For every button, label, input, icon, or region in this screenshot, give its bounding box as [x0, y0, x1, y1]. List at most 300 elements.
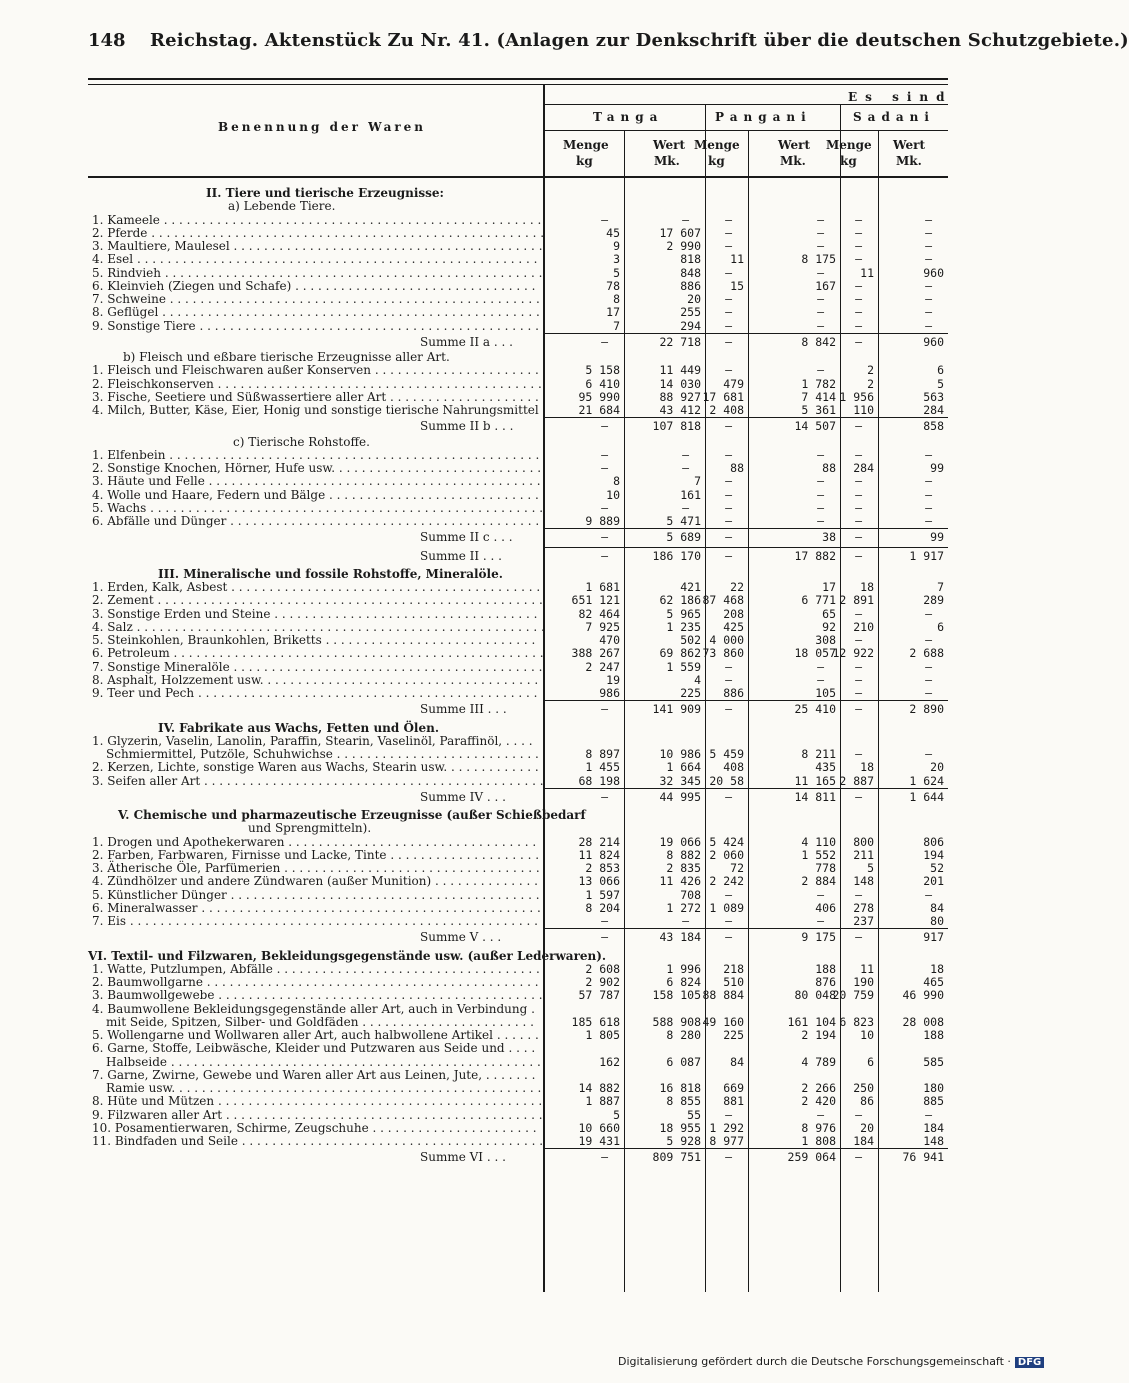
sum-rule	[545, 528, 948, 529]
cell-tanga-val: 158 105	[652, 988, 701, 1003]
cell-tanga-qty: —	[601, 212, 608, 227]
cell-tanga-val: 502	[680, 633, 701, 647]
item-label: 5. Künstlicher Dünger . . . . . . . . . . . . . . . . . . . . . . . . . . . . . . . . . . . . . . . . .	[92, 887, 540, 902]
cell-sadani-qty: 18	[860, 760, 874, 775]
cell-tanga-qty: 1 805	[585, 1028, 620, 1042]
leader-dots: . . . . . . . . . . . . . . . . . . . . . . . . . . . . . . . . . . . . . . . .	[237, 1134, 544, 1148]
leader-dots: . . . . . . . . . . . . . . . . . . . . . . . . . . .	[335, 461, 542, 475]
sub-header-val-unit-1: Mk.	[780, 154, 806, 168]
cell-pangani-val: 778	[815, 861, 836, 875]
item-label: 8. Hüte und Mützen . . . . . . . . . . . . . . . . . . . . . . . . . . . . . . . . . . . . . . . . . . .	[92, 1094, 543, 1109]
cell-pangani-val: —	[817, 474, 824, 489]
cell-tanga-qty: 388 267	[571, 646, 620, 661]
sum-rule	[545, 788, 948, 789]
cell-sadani-qty: —	[855, 1150, 862, 1165]
subsection-heading: b) Fleisch und eßbare tierische Erzeugnisse aller Art.	[123, 350, 450, 364]
cell-pangani-qty: 88 884	[702, 988, 744, 1003]
page-number: 148	[88, 30, 126, 51]
cell-sadani-val: —	[925, 747, 932, 761]
cell-tanga-val: —	[682, 212, 689, 227]
cell-sadani-qty: —	[855, 500, 862, 515]
cell-pangani-val: —	[817, 318, 824, 333]
cell-sadani-val: 18	[930, 961, 944, 976]
running-title: Reichstag. Aktenstück Zu Nr. 41. (Anlagen zur Denkschrift über die deutschen Schutzgebiete.)	[150, 30, 1129, 51]
sum-rule	[545, 333, 948, 334]
cell-pangani-qty: —	[725, 659, 732, 674]
cell-tanga-val: 62 186	[659, 593, 701, 608]
cell-pangani-val: 8 211	[801, 747, 836, 761]
leader-dots: . . . . . . . . . . . . . . . . . . . . . .	[371, 363, 539, 378]
item-label: Ramie usw. . . . . . . . . . . . . . . . . . . . . . . . . . . . . . . . . . . . . . . . . . . . . . . . .	[106, 1081, 542, 1095]
cell-pangani-val: 5 361	[801, 403, 836, 417]
cell-sadani-val: —	[925, 305, 932, 320]
cell-pangani-qty: 2 408	[709, 403, 744, 417]
cell-pangani-qty: 886	[723, 686, 744, 700]
cell-pangani-val: 14 507	[794, 419, 836, 434]
cell-sadani-qty: —	[855, 447, 862, 462]
cell-sadani-val: —	[925, 672, 932, 687]
cell-tanga-qty: —	[601, 548, 608, 563]
cell-sadani-val: 917	[923, 930, 944, 945]
cell-pangani-val: —	[817, 672, 824, 687]
cell-tanga-qty: 1 887	[585, 1094, 620, 1109]
item-label: 3. Baumwollgewebe . . . . . . . . . . . . . . . . . . . . . . . . . . . . . . . . . . . . . . . . . . .	[92, 988, 543, 1003]
cell-pangani-val: 435	[815, 760, 836, 775]
cell-sadani-qty: 2	[867, 376, 874, 391]
cell-sadani-qty: 800	[853, 834, 874, 849]
section-heading: V. Chemische und pharmazeutische Erzeugnisse (außer Schießbedarf	[118, 808, 586, 822]
leader-dots: . . . . . . . . . . . . . . . . . . . . . . . . . . . . . . . . . . . . . . . . . . . .	[204, 474, 541, 489]
cell-sadani-val: 76 941	[902, 1150, 944, 1165]
cell-tanga-qty: 82 464	[578, 606, 620, 621]
cell-pangani-qty: —	[725, 930, 732, 945]
sub-header-qty-1: Menge	[694, 138, 740, 152]
leader-dots: . . .	[483, 1150, 506, 1165]
cell-sadani-qty: 5	[867, 861, 874, 875]
item-label: 1. Watte, Putzlumpen, Abfälle . . . . . . . . . . . . . . . . . . . . . . . . . . . . . . . . . . .	[92, 961, 540, 976]
cell-sadani-qty: —	[855, 487, 862, 502]
sub-header-qty-0: Menge	[563, 138, 609, 152]
cell-sadani-val: —	[925, 278, 932, 293]
cell-tanga-qty: —	[601, 461, 608, 475]
cell-tanga-qty: 68 198	[578, 773, 620, 788]
leader-dots: . . . . . . . . . . . . . . . . . . . . . . . . . . . . . . . . . . . . . . . . .	[226, 887, 540, 902]
cell-sadani-val: 1 917	[909, 548, 944, 563]
cell-tanga-val: 186 170	[652, 548, 701, 563]
table-divider-main	[543, 84, 545, 1292]
cell-tanga-val: 20	[687, 292, 701, 306]
cell-sadani-val: —	[925, 212, 932, 227]
sum-label: Summe II b . . .	[420, 419, 514, 434]
cell-sadani-val: 7	[937, 580, 944, 594]
cell-pangani-val: 7 414	[801, 389, 836, 404]
cell-tanga-val: 5 965	[666, 606, 701, 621]
leader-dots: . . . . . . . . . . . . . .	[431, 874, 538, 889]
item-label: 1. Drogen und Apothekerwaren . . . . . . . . . . . . . . . . . . . . . . . . . . . . . . . . .	[92, 834, 537, 849]
leader-dots: . . . . . . . . . . . . . . . . . . . . . . . . . . . . . . . . . . . . . . . . . . . . . . . . .	[169, 646, 544, 661]
cell-tanga-qty: 986	[599, 686, 620, 700]
cell-sadani-val: —	[925, 487, 932, 502]
cell-sadani-qty: 148	[853, 874, 874, 889]
sub-header-val-2: Wert	[893, 138, 925, 152]
col-divider-4	[878, 178, 879, 1292]
cell-sadani-qty: 2	[867, 363, 874, 378]
cell-tanga-val: —	[682, 461, 689, 475]
leader-dots: . . .	[490, 419, 514, 434]
cell-pangani-qty: 84	[730, 1054, 744, 1069]
sub-header-qty-unit-2: kg	[840, 154, 857, 168]
cell-pangani-qty: 88	[730, 461, 744, 475]
item-label: 4. Salz . . . . . . . . . . . . . . . . . . . . . . . . . . . . . . . . . . . . . . . . . . . . . . . . . . . . . .	[92, 619, 545, 634]
cell-sadani-val: 284	[923, 403, 944, 417]
cell-pangani-val: 406	[815, 900, 836, 915]
cell-pangani-val: —	[817, 265, 824, 280]
item-label: 4. Zündhölzer und andere Zündwaren (außer Munition) . . . . . . . . . . . . . .	[92, 874, 538, 889]
footer-credit-text: Digitalisierung gefördert durch die Deutsche Forschungsgemeinschaft ·	[618, 1355, 1011, 1368]
item-label: 1. Kameele . . . . . . . . . . . . . . . . . . . . . . . . . . . . . . . . . . . . . . . . . . . . . . . . . .	[92, 212, 542, 227]
cell-sadani-val: 46 990	[902, 988, 944, 1003]
item-label: 2. Pferde . . . . . . . . . . . . . . . . . . . . . . . . . . . . . . . . . . . . . . . . . . . . . . . . . . . .	[92, 225, 545, 240]
cell-tanga-val: 5 689	[666, 530, 701, 545]
leader-dots: . . . . . . . . . . . . . . . . . . . . . . . . . . . . . . . . . . . . . . . . . . . . .	[200, 773, 544, 788]
item-label: 6. Kleinvieh (Ziegen und Schafe) . . . . . . . . . . . . . . . . . . . . . . . . . . . . . . . .	[92, 278, 536, 293]
leader-dots: . . . . . . . . . . . . . . . . . . . . . . . . . . . . . . . . . . . . . . . . . . . . . . . .	[175, 1081, 542, 1095]
cell-tanga-qty: 45	[606, 225, 620, 240]
cell-sadani-val: 201	[923, 874, 944, 889]
cell-pangani-val: 2 194	[801, 1028, 836, 1042]
cell-tanga-qty: 10	[606, 487, 620, 502]
cell-tanga-val: 1 664	[666, 760, 701, 775]
leader-dots: . . . . . . . . . . . . . . . . . . . . . . . . . . . . . . . . . . . . . . . . . . . . . . . . . . . . . .	[132, 619, 545, 634]
cell-pangani-qty: —	[725, 702, 732, 717]
cell-tanga-val: 886	[680, 278, 701, 293]
cell-tanga-qty: 162	[599, 1054, 620, 1069]
leader-dots: . . . . . . . . . . . . . . . . . . . . . . . . . . . . . . . . . . . . . . . . .	[229, 239, 543, 253]
cell-pangani-val: 2 266	[801, 1081, 836, 1095]
cell-tanga-val: 421	[680, 580, 701, 594]
cell-sadani-qty: 20	[860, 1120, 874, 1135]
cell-pangani-val: —	[817, 225, 824, 240]
cell-sadani-qty: —	[855, 334, 862, 349]
cell-pangani-val: 8 976	[801, 1120, 836, 1135]
cell-tanga-val: 1 996	[666, 961, 701, 976]
cell-tanga-qty: 11 824	[578, 847, 620, 862]
cell-sadani-val: 80	[930, 914, 944, 928]
sub-header-val-1: Wert	[778, 138, 810, 152]
cell-tanga-qty: 9	[613, 239, 620, 253]
cell-sadani-qty: 6 823	[839, 1014, 874, 1029]
item-label: 2. Farben, Farbwaren, Firnisse und Lacke, Tinte . . . . . . . . . . . . . . . . . . . .	[92, 847, 540, 862]
cell-sadani-qty: 11	[860, 265, 874, 280]
cell-sadani-qty: —	[855, 318, 862, 333]
cell-pangani-qty: —	[725, 548, 732, 563]
cell-sadani-qty: 190	[853, 975, 874, 989]
cell-pangani-qty: 49 160	[702, 1014, 744, 1029]
cell-sadani-qty: 2 891	[839, 593, 874, 608]
cell-pangani-qty: —	[725, 447, 732, 462]
cell-pangani-val: 18 057	[794, 646, 836, 661]
sub-header-val-unit-0: Mk.	[654, 154, 680, 168]
cell-pangani-val: —	[817, 914, 824, 928]
cell-tanga-qty: 2 247	[585, 659, 620, 674]
column-header-goods: Benennung der Waren	[218, 120, 427, 134]
leader-dots: . . . . . . . . . . . . . . . . . . . . . . . . . . . . . . . . . . . . . . . . . . . . . . . . . . .	[153, 593, 543, 608]
cell-sadani-qty: —	[855, 789, 862, 804]
cell-tanga-val: 8 280	[666, 1028, 701, 1042]
cell-pangani-qty: 669	[723, 1081, 744, 1095]
cell-tanga-qty: 8 204	[585, 900, 620, 915]
cell-sadani-qty: —	[855, 212, 862, 227]
cell-tanga-qty: 185 618	[571, 1014, 620, 1029]
cell-sadani-val: 6	[937, 619, 944, 634]
cell-pangani-val: —	[817, 292, 824, 306]
cell-tanga-val: 818	[680, 252, 701, 267]
cell-sadani-qty: 12 922	[832, 646, 874, 661]
cell-tanga-qty: 28 214	[578, 834, 620, 849]
cell-pangani-val: 2 884	[801, 874, 836, 889]
cell-pangani-val: 25 410	[794, 702, 836, 717]
sum-rule	[545, 928, 948, 929]
cell-sadani-qty: 11	[860, 961, 874, 976]
cell-tanga-val: 14 030	[659, 376, 701, 391]
sum-rule	[545, 1148, 948, 1149]
leader-dots: . . . . . . . . . . . . . . . . . . . . . . . . . . . . . . . . . . . . . . . . . . . . .	[195, 318, 539, 333]
sub-header-val-unit-2: Mk.	[896, 154, 922, 168]
cell-sadani-val: 28 008	[902, 1014, 944, 1029]
cell-tanga-qty: —	[601, 702, 608, 717]
cell-pangani-val: —	[817, 514, 824, 528]
cell-pangani-val: —	[817, 487, 824, 502]
sum-label: Summe V . . .	[420, 930, 502, 945]
cell-tanga-val: 107 818	[652, 419, 701, 434]
cell-sadani-qty: —	[855, 1107, 862, 1122]
cell-tanga-qty: 78	[606, 278, 620, 293]
leader-dots: . . . . . . . . . . . . . . . . . . . . . . . . . . . . . . . . . . . . . . . . . . . . . . . . . . . .	[146, 500, 544, 515]
column-header-es-sind: Es sind	[848, 90, 953, 104]
item-label: 9. Sonstige Tiere . . . . . . . . . . . . . . . . . . . . . . . . . . . . . . . . . . . . . . . . . . . . .	[92, 318, 539, 333]
cell-tanga-qty: —	[601, 930, 608, 945]
item-label: 2. Zement . . . . . . . . . . . . . . . . . . . . . . . . . . . . . . . . . . . . . . . . . . . . . . . . . . .	[92, 593, 543, 608]
leader-dots: . . .	[483, 789, 506, 804]
cell-sadani-val: 1 644	[909, 789, 944, 804]
cell-pangani-qty: 15	[730, 278, 744, 293]
cell-tanga-val: 32 345	[659, 773, 701, 788]
cell-sadani-val: —	[925, 606, 932, 621]
leader-dots: . . . . . . . . . . . . . . . . . . . . . . . . . . . . . . . . . . . . . . . . . . .	[213, 376, 542, 391]
cell-tanga-val: 88 927	[659, 389, 701, 404]
item-label: 3. Sonstige Erden und Steine . . . . . . . . . . . . . . . . . . . . . . . . . . . . . . . . . . .	[92, 606, 538, 621]
leader-dots: . . . . . . . . . . . . . . . . . . . .	[386, 847, 540, 862]
cell-sadani-val: —	[925, 1107, 932, 1122]
leader-dots: . . . . . .	[493, 1028, 539, 1042]
item-label: 7. Garne, Zwirne, Gewebe und Waren aller Art aus Leinen, Jute, . . . . . . .	[92, 1067, 536, 1082]
cell-sadani-val: —	[925, 239, 932, 253]
cell-pangani-val: 1 782	[801, 376, 836, 391]
leader-dots: . . . . . . . . . . . . . . . . . . . . . . . . . . . . . . . . . . . . . . . . . . .	[214, 1094, 543, 1109]
cell-pangani-val: 11 165	[794, 773, 836, 788]
cell-tanga-val: 1 272	[666, 900, 701, 915]
cell-tanga-val: 4	[694, 672, 701, 687]
item-label: 6. Mineralwasser . . . . . . . . . . . . . . . . . . . . . . . . . . . . . . . . . . . . . . . . . . . . .	[92, 900, 541, 915]
cell-sadani-val: —	[925, 225, 932, 240]
leader-dots: . . . . . . . . . . . . . . . . . . . . . . . . . . . . . . . . . . . . . . . . . . . . . . . . . . . . .	[133, 252, 538, 267]
cell-pangani-val: 80 048	[794, 988, 836, 1003]
cell-pangani-qty: —	[725, 474, 732, 489]
leader-dots: . . . . . . . . . . . . . . . . . . . . . . . . . . . . . . . . . . . . . . . . .	[229, 659, 543, 674]
cell-sadani-qty: 2 887	[839, 773, 874, 788]
leader-dots: . . . . . . . . . . . . . . . . . . . . . . . . . . . . . . . . . . . . . . . . . . . . . . . . . .	[161, 265, 543, 280]
cell-tanga-qty: 95 990	[578, 389, 620, 404]
leader-dots: . . . . . . . . . . . . . . . . . . . . . . . . . . . . . . . . . .	[280, 861, 540, 875]
cell-pangani-qty: —	[725, 887, 732, 902]
item-label: 2. Sonstige Knochen, Hörner, Hufe usw. . . . . . . . . . . . . . . . . . . . . . . . . . . .	[92, 461, 542, 475]
section-heading: II. Tiere und tierische Erzeugnisse:	[206, 186, 444, 200]
cell-pangani-qty: 225	[723, 1028, 744, 1042]
subsection-heading: a) Lebende Tiere.	[228, 199, 336, 214]
cell-tanga-val: 225	[680, 686, 701, 700]
cell-tanga-val: —	[682, 447, 689, 462]
cell-tanga-val: 161	[680, 487, 701, 502]
cell-tanga-val: 1 235	[666, 619, 701, 634]
cell-tanga-qty: 5	[613, 1107, 620, 1122]
cell-pangani-qty: —	[725, 1150, 732, 1165]
cell-pangani-qty: 208	[723, 606, 744, 621]
cell-pangani-val: —	[817, 363, 824, 378]
place-header-0: Tanga	[593, 110, 664, 124]
cell-tanga-val: 848	[680, 265, 701, 280]
subsection-heading: c) Tierische Rohstoffe.	[233, 434, 370, 449]
section-heading: IV. Fabrikate aus Wachs, Fetten und Ölen.	[158, 720, 440, 735]
cell-sadani-qty: —	[855, 686, 862, 700]
cell-pangani-val: 92	[822, 619, 836, 634]
cell-sadani-qty: 210	[853, 619, 874, 634]
item-label: 8. Asphalt, Holzzement usw. . . . . . . . . . . . . . . . . . . . . . . . . . . . . . . . . . . . .	[92, 672, 539, 687]
cell-tanga-qty: 651 121	[571, 593, 620, 608]
cell-pangani-qty: —	[725, 305, 732, 320]
cell-pangani-qty: —	[725, 530, 732, 545]
item-label: 5. Steinkohlen, Braunkohlen, Briketts . . . . . . . . . . . . . . . . . . . . . . . . . . . .	[92, 633, 536, 647]
cell-sadani-qty: —	[855, 930, 862, 945]
cell-tanga-qty: —	[601, 1150, 608, 1165]
cell-tanga-val: 19 066	[659, 834, 701, 849]
cell-tanga-qty: —	[601, 530, 608, 545]
item-label: 4. Baumwollene Bekleidungsgegenstände aller Art, auch in Verbindung .	[92, 1001, 535, 1016]
item-label: 7. Eis . . . . . . . . . . . . . . . . . . . . . . . . . . . . . . . . . . . . . . . . . . . . . . . . . . . . . .	[92, 914, 538, 928]
cell-tanga-qty: 2 902	[585, 975, 620, 989]
sub-divider-1	[748, 130, 749, 176]
cell-sadani-val: —	[925, 633, 932, 647]
cell-tanga-qty: 7	[613, 318, 620, 333]
cell-tanga-val: —	[682, 500, 689, 515]
cell-pangani-qty: 87 468	[702, 593, 744, 608]
item-label: 2. Baumwollgarne . . . . . . . . . . . . . . . . . . . . . . . . . . . . . . . . . . . . . . . . . . . .	[92, 975, 539, 989]
cell-sadani-val: —	[925, 514, 932, 528]
cell-pangani-val: 14 811	[794, 789, 836, 804]
cell-sadani-val: 289	[923, 593, 944, 608]
leader-dots: . . .	[489, 530, 513, 545]
cell-pangani-qty: —	[725, 789, 732, 804]
cell-pangani-val: 4 110	[801, 834, 836, 849]
cell-sadani-qty: —	[855, 278, 862, 293]
item-label: 1. Glyzerin, Vaselin, Lanolin, Paraffin, Stearin, Vaselinöl, Paraffinöl, . . . .	[92, 733, 533, 748]
sum-rule	[545, 417, 948, 418]
cell-sadani-qty: —	[855, 225, 862, 240]
cell-sadani-val: 194	[923, 847, 944, 862]
cell-pangani-val: 8 842	[801, 334, 836, 349]
header-line-1	[545, 104, 948, 105]
cell-pangani-val: 308	[815, 633, 836, 647]
footer-credit	[618, 1355, 1042, 1368]
item-label: 2. Fleischkonserven . . . . . . . . . . . . . . . . . . . . . . . . . . . . . . . . . . . . . . . . . . .	[92, 376, 542, 391]
cell-pangani-qty: —	[725, 514, 732, 528]
cell-tanga-qty: —	[601, 419, 608, 434]
leader-dots: . . . . . . . . . . . . . . . . . . . . . . . . . . . . . . . . . . . . . . . . . . . . .	[194, 686, 538, 700]
cell-tanga-qty: 2 853	[585, 861, 620, 875]
sub-divider-2	[878, 130, 879, 176]
cell-pangani-qty: —	[725, 487, 732, 502]
cell-sadani-qty: 211	[853, 847, 874, 862]
cell-sadani-val: —	[925, 659, 932, 674]
cell-sadani-val: 188	[923, 1028, 944, 1042]
cell-sadani-val: 465	[923, 975, 944, 989]
cell-tanga-val: 69 862	[659, 646, 701, 661]
item-label: Schmiermittel, Putzöle, Schuhwichse . . . . . . . . . . . . . . . . . . . . . . . . . . .	[106, 747, 539, 761]
cell-sadani-val: 180	[923, 1081, 944, 1095]
cell-pangani-val: 161 104	[787, 1014, 836, 1029]
cell-pangani-qty: —	[725, 914, 732, 928]
cell-pangani-val: 167	[815, 278, 836, 293]
cell-pangani-val: 9 175	[801, 930, 836, 945]
section-heading: III. Mineralische und fossile Rohstoffe, Mineralöle.	[158, 566, 503, 581]
cell-sadani-val: 2 890	[909, 702, 944, 717]
leader-dots: . . . . . . . . . . . . . . . . . . . .	[386, 389, 539, 404]
leader-dots: . . . . . . . . . . . . . . . . . . . . . . . . . . . . . . . . . . .	[270, 606, 538, 621]
cell-sadani-qty: —	[855, 474, 862, 489]
cell-sadani-qty: 1 956	[839, 389, 874, 404]
cell-pangani-qty: —	[725, 500, 732, 515]
item-label: Halbseide . . . . . . . . . . . . . . . . . . . . . . . . . . . . . . . . . . . . . . . . . . . . . . . . .	[106, 1054, 541, 1069]
cell-tanga-val: 7	[694, 474, 701, 489]
sum-label: Summe II c . . .	[420, 530, 513, 545]
cell-tanga-qty: 6 410	[585, 376, 620, 391]
leader-dots: . . . . . . . . . . . . . . . . . . . . . . . . . . . . . . . . . . . .	[263, 672, 539, 687]
leader-dots: . . . . . . . . . . . . . . . . . . . . . .	[368, 1120, 537, 1135]
cell-sadani-qty: —	[855, 659, 862, 674]
cell-sadani-val: 184	[923, 1120, 944, 1135]
cell-sadani-val: —	[925, 292, 932, 306]
cell-tanga-qty: 19	[606, 672, 620, 687]
cell-pangani-val: 259 064	[787, 1150, 836, 1165]
leader-dots: . . . . . . . . . . . . . . . . . . . . . . . . . . . . . . . . . . . . . . . . . . . . . . . . . . . . . .	[126, 914, 538, 928]
item-label: 10. Posamentierwaren, Schirme, Zeugschuhe . . . . . . . . . . . . . . . . . . . . . .	[92, 1120, 537, 1135]
col-divider-2	[748, 178, 749, 1292]
item-label: 3. Fische, Seetiere und Süßwassertiere aller Art . . . . . . . . . . . . . . . . . . . .	[92, 389, 539, 404]
cell-pangani-val: —	[817, 887, 824, 902]
item-label: 9. Filzwaren aller Art . . . . . . . . . . . . . . . . . . . . . . . . . . . . . . . . . . . . . . . . . .	[92, 1107, 543, 1122]
cell-pangani-val: —	[817, 447, 824, 462]
cell-sadani-qty: —	[855, 702, 862, 717]
header-rule-bottom	[88, 84, 948, 85]
cell-tanga-val: 809 751	[652, 1150, 701, 1165]
cell-tanga-val: 2 835	[666, 861, 701, 875]
cell-sadani-val: 5	[937, 376, 944, 391]
cell-pangani-qty: 1 292	[709, 1120, 744, 1135]
cell-sadani-qty: —	[855, 548, 862, 563]
leader-dots: . . .	[483, 702, 507, 717]
cell-sadani-qty: 20 759	[832, 988, 874, 1003]
cell-pangani-qty: 510	[723, 975, 744, 989]
cell-tanga-val: 5 928	[666, 1134, 701, 1148]
